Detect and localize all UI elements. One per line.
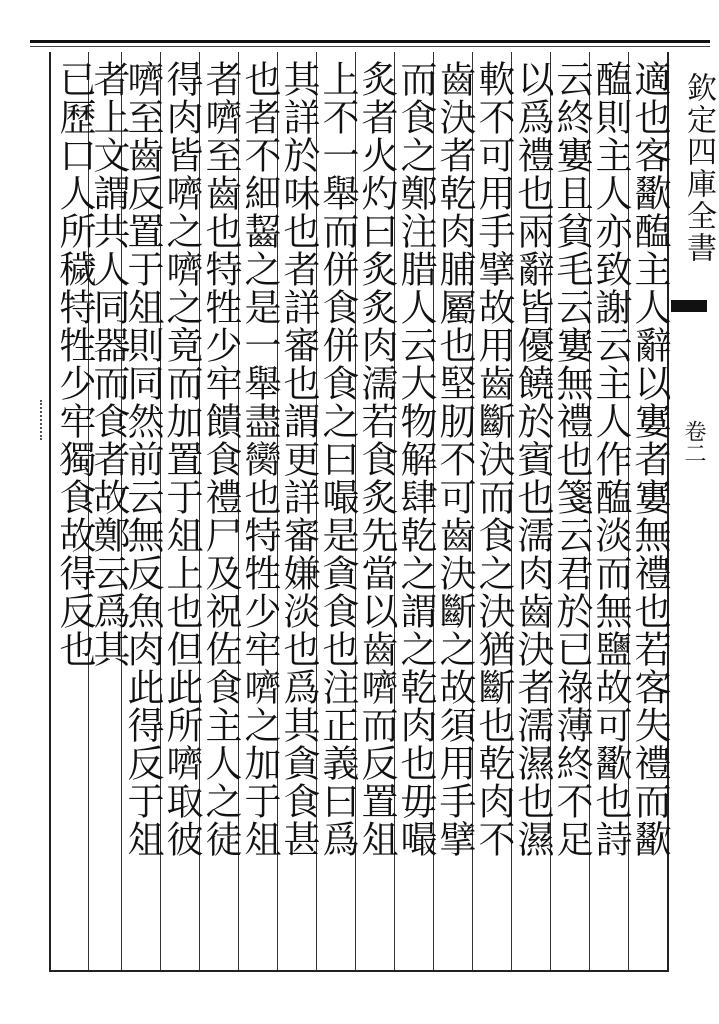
juan-label: 卷二 [681, 420, 706, 464]
text-column-8: 炙者火灼曰炙炙肉濡若食炙先當以齒嚌而反置俎 [355, 60, 398, 858]
text-column-1: 適也客歠醢主人辭以寠者寠無禮也若客失禮而歠 [628, 60, 671, 858]
text-column-9: 上不一舉而併食併食之曰嘬是貪食也注正義曰爲 [316, 60, 359, 858]
fish-tail-mark [671, 300, 707, 312]
text-column-6: 齒決者乾肉脯屬也堅肕不可齒決斷之故須用手擘 [433, 60, 476, 858]
text-column-4: 以爲禮也兩辭皆優饒於賓也濡肉齒決者濡濕也濕 [511, 60, 554, 858]
text-column-11: 也者不細齧之是一舉盡臠也特牲少牢嚌之加于俎 [238, 60, 281, 858]
binding-mark [40, 400, 44, 440]
text-column-2: 醢則主人亦致謝云主人作醢淡而無鹽故可歠也詩 [589, 60, 632, 858]
text-column-5: 軟不可用手擘故用齒斷決而食之決猶斷也乾肉不 [472, 60, 515, 858]
text-column-12: 者嚌至齒也特牲少牢饋食禮尸及祝佐食主人之徒 [199, 60, 242, 858]
top-rule [30, 40, 710, 43]
book-title: 欽定四庫全書 [681, 72, 716, 264]
text-column-15: 者上文謂共人同器而食者故鄭云爲其 [87, 60, 130, 668]
text-column-3: 云終寠且貧毛云寠無禮也箋云君於已祿薄終不足 [550, 60, 593, 858]
text-column-14: 嚌至齒反置于俎則同然前云無反魚肉此得反于俎 [121, 60, 164, 858]
top-rule-thin [30, 46, 710, 47]
text-column-7: 而食之鄭注腊人云大物解肆乾之謂之乾肉也毋嘬 [394, 60, 437, 858]
text-column-13: 得肉皆嚌之嚌之竟而加置于俎上也但此所嚌取彼 [160, 60, 203, 858]
frame-left-border [49, 52, 51, 972]
text-column-10: 其詳於味也者詳審也謂更詳審嫌淡也爲其貪食甚 [277, 60, 320, 858]
frame-bottom-border [49, 970, 669, 972]
text-column-16: 已歷口人所穢特牲少牢獨食故得反也 [53, 60, 96, 668]
